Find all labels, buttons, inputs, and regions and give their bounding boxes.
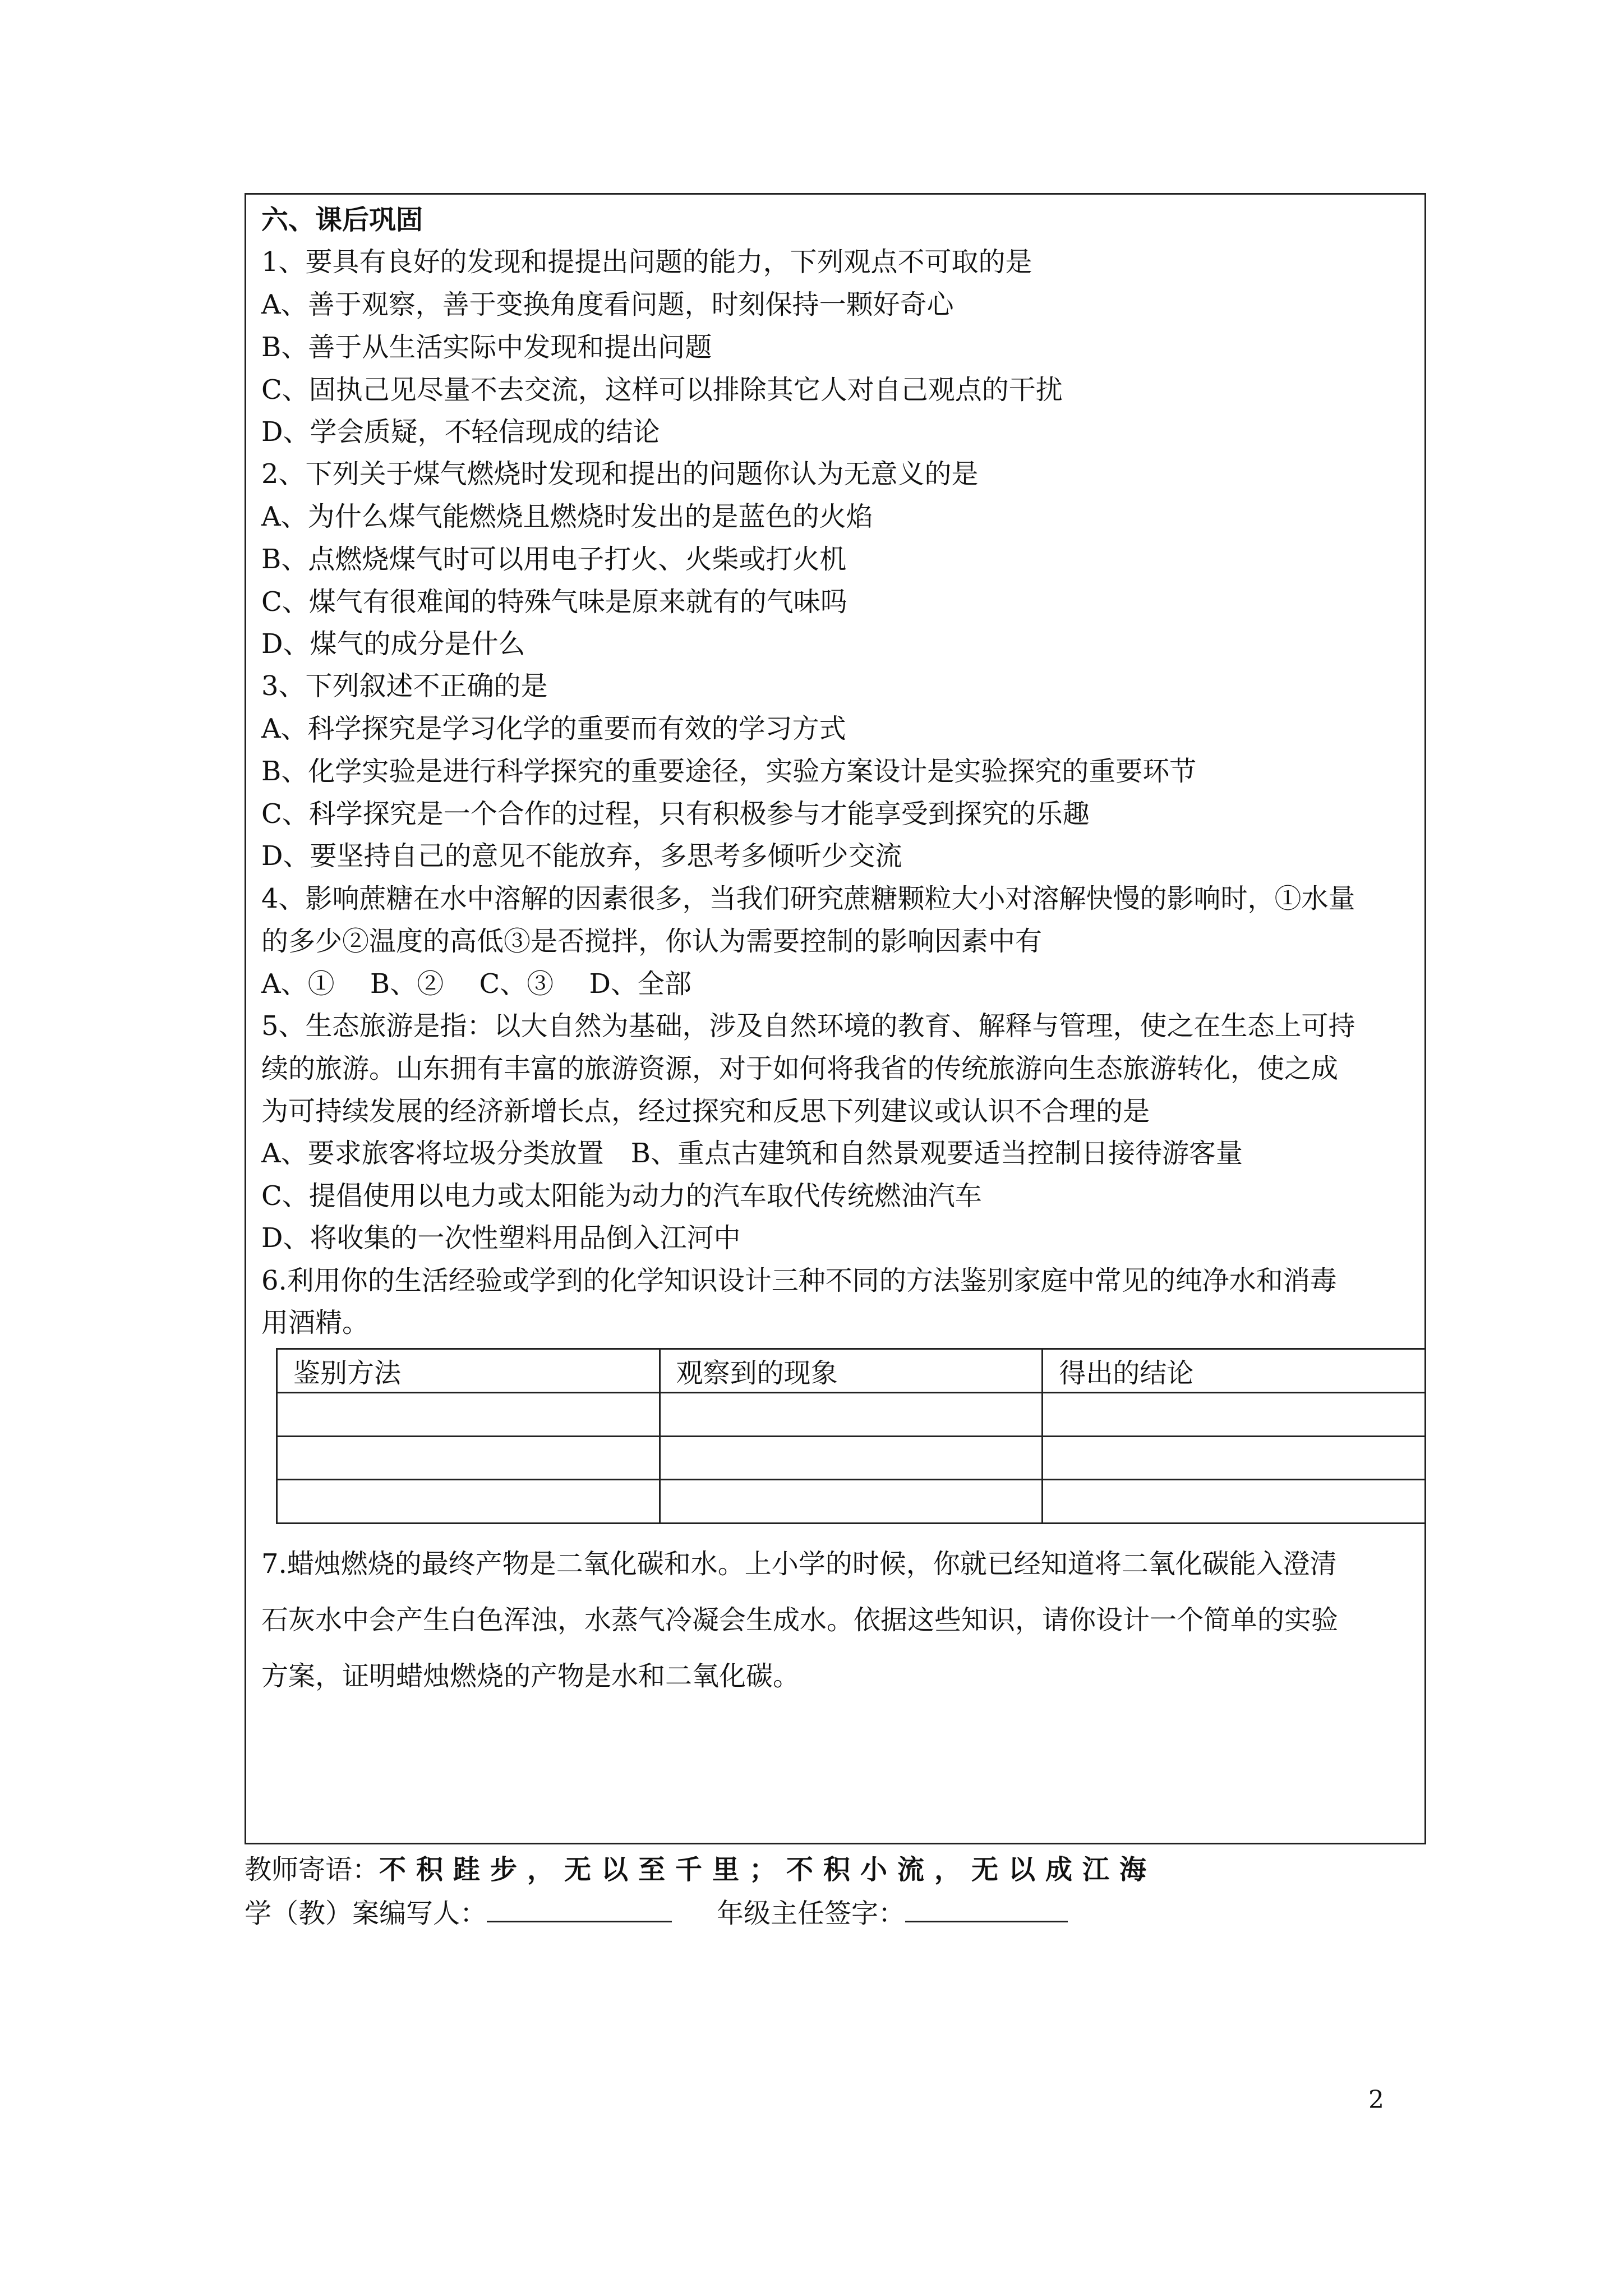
text-line: C、提倡使用以电力或太阳能为动力的汽车取代传统燃油汽车 xyxy=(261,1180,982,1212)
teacher-motto xyxy=(245,1853,1156,1887)
table-cell[interactable] xyxy=(277,1480,660,1524)
signature-line xyxy=(245,1894,1068,1930)
text-line: A、要求旅客将垃圾分类放置 B、重点古建筑和自然景观要适当控制日接待游客量 xyxy=(261,1138,1243,1169)
text-line: 3、下列叙述不正确的是 xyxy=(261,670,548,702)
text-line: 6.利用你的生活经验或学到的化学知识设计三种不同的方法鉴别家庭中常见的纯净水和消毒 xyxy=(261,1265,1337,1296)
text-line: 用酒精。 xyxy=(261,1307,370,1338)
table-row xyxy=(277,1480,1426,1524)
table-cell[interactable] xyxy=(277,1392,660,1436)
text-line: C、固执己见尽量不去交流，这样可以排除其它人对自己观点的干扰 xyxy=(261,374,1063,406)
table-header-method: 鉴别方法 xyxy=(277,1349,660,1393)
text-line: D、学会质疑，不轻信现成的结论 xyxy=(261,416,660,448)
author-label: 学（教）案编写人： xyxy=(245,1898,487,1929)
table-header-row xyxy=(277,1349,1426,1393)
text-line: A、科学探究是学习化学的重要而有效的学习方式 xyxy=(261,713,846,744)
text-line: 的多少②温度的高低③是否搅拌，你认为需要控制的影响因素中有 xyxy=(261,926,1043,957)
text-line: A、① B、② C、③ D、全部 xyxy=(261,968,691,1000)
text-line: A、善于观察，善于变换角度看问题，时刻保持一颗好奇心 xyxy=(261,289,954,320)
table-cell[interactable] xyxy=(277,1436,660,1480)
motto-text: 不积跬步，无以至千里；不积小流，无以成江海 xyxy=(379,1854,1157,1885)
text-line: 4、影响蔗糖在水中溶解的因素很多，当我们研究蔗糖颗粒大小对溶解快慢的影响时，①水量 xyxy=(261,883,1355,914)
section-title: 六、课后巩固 xyxy=(261,204,423,236)
text-line: 续的旅游。山东拥有丰富的旅游资源，对于如何将我省的传统旅游向生态旅游转化，使之成 xyxy=(261,1053,1339,1084)
text-line: B、化学实验是进行科学探究的重要途径，实验方案设计是实验探究的重要环节 xyxy=(261,756,1197,787)
text-line: 为可持续发展的经济新增长点，经过探究和反思下列建议或认识不合理的是 xyxy=(261,1096,1150,1127)
identification-table xyxy=(276,1348,1426,1524)
table-cell[interactable] xyxy=(1043,1480,1426,1524)
author-blank[interactable] xyxy=(487,1894,672,1922)
text-line: D、将收集的一次性塑料用品倒入江河中 xyxy=(261,1222,741,1254)
text-line: A、为什么煤气能燃烧且燃烧时发出的是蓝色的火焰 xyxy=(261,501,873,532)
table-header-conclusion: 得出的结论 xyxy=(1043,1349,1426,1393)
text-line: D、要坚持自己的意见不能放弃，多思考多倾听少交流 xyxy=(261,840,902,872)
table-cell[interactable] xyxy=(660,1436,1043,1480)
text-line: C、煤气有很难闻的特殊气味是原来就有的气味吗 xyxy=(261,586,847,618)
q7-line: 7.蜡烛燃烧的最终产物是二氧化碳和水。上小学的时候，你就已经知道将二氧化碳能入澄清 xyxy=(261,1548,1337,1580)
text-line: 2、下列关于煤气燃烧时发现和提出的问题你认为无意义的是 xyxy=(261,458,979,490)
signer-blank[interactable] xyxy=(905,1894,1068,1922)
table-cell[interactable] xyxy=(660,1392,1043,1436)
signer-label: 年级主任签字： xyxy=(717,1898,906,1929)
text-line: 1、要具有良好的发现和提提出问题的能力，下列观点不可取的是 xyxy=(261,246,1032,278)
q7-line: 石灰水中会产生白色浑浊，水蒸气冷凝会生成水。依据这些知识，请你设计一个简单的实验 xyxy=(261,1604,1339,1636)
text-line: B、善于从生活实际中发现和提出问题 xyxy=(261,332,712,363)
text-line: 5、生态旅游是指：以大自然为基础，涉及自然环境的教育、解释与管理，使之在生态上可持 xyxy=(261,1010,1355,1042)
page-number: 2 xyxy=(1368,2086,1384,2114)
text-line: D、煤气的成分是什么 xyxy=(261,628,525,660)
table-header-observation: 观察到的现象 xyxy=(660,1349,1043,1393)
table-row xyxy=(277,1436,1426,1480)
text-line: B、点燃烧煤气时可以用电子打火、火柴或打火机 xyxy=(261,544,847,575)
text-line: C、科学探究是一个合作的过程，只有积极参与才能享受到探究的乐趣 xyxy=(261,798,1090,830)
table-cell[interactable] xyxy=(660,1480,1043,1524)
table-row xyxy=(277,1392,1426,1436)
table-cell[interactable] xyxy=(1043,1392,1426,1436)
q7-line: 方案，证明蜡烛燃烧的产物是水和二氧化碳。 xyxy=(261,1660,800,1692)
motto-label: 教师寄语： xyxy=(245,1854,380,1885)
table-cell[interactable] xyxy=(1043,1436,1426,1480)
